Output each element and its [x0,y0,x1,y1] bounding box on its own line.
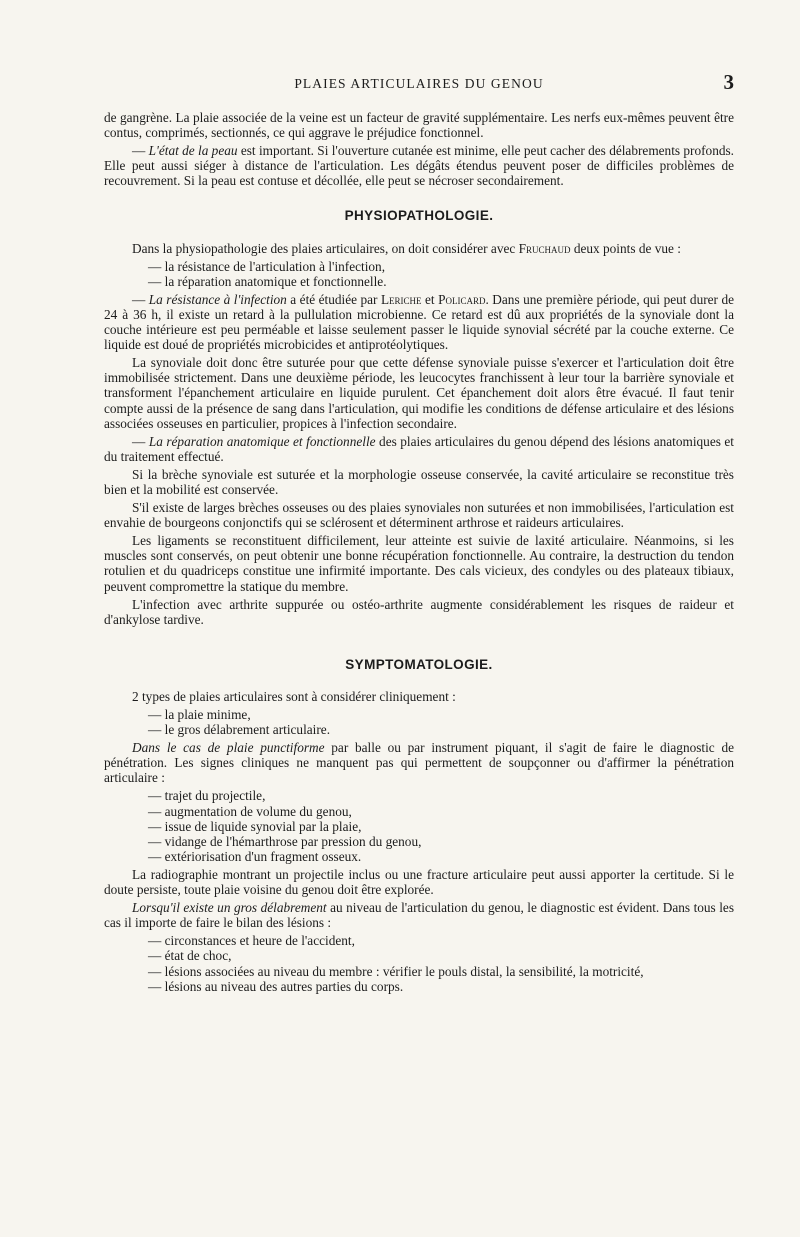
paragraph-text: a été étudiée par [286,291,381,307]
paragraph-text: deux points de vue : [570,240,681,256]
physio-list [104,259,734,289]
list-item: — issue de liquide synovial par la plaie, [148,818,362,834]
section-title-physiopathologie: PHYSIOPATHOLOGIE. [344,208,494,224]
paragraph-text: . Dans une première période, qui peut durer de 24 à 36 h, il existe un retard à la pullulation microbienne. Ce retard est dû aux propriétés de la synoviale dont la couche intérieure est peu perméable et laisse seulement passer le liquide synovial sécrété par la couche externe. Ce liquide est doué de propriétés microbicides et antiprotéolytiques. [104,291,734,353]
list-item: — état de choc, [148,948,232,964]
list-item: — la résistance de l'articulation à l'infection, [148,258,386,274]
list-item: — lésions au niveau des autres parties du corps. [148,978,404,994]
emphasis: La résistance à l'infection [148,291,287,307]
sympto-paragraph-2 [104,740,734,785]
sympto-list-3 [104,933,734,993]
list-item: — augmentation de volume du genou, [148,803,352,819]
sympto-list-1 [104,707,734,737]
sympto-paragraph-3: La radiographie montrant un projectile inclus ou une fracture articulaire peut aussi apporter la certitude. Si le doute persiste, toute plaie voisine du genou doit être explorée. [104,866,734,898]
section-title-symptomatologie: SYMPTOMATOLOGIE. [345,656,493,672]
dash: — [132,291,149,307]
intro-paragraph-2 [104,143,734,188]
list-item: — trajet du projectile, [148,788,266,804]
list-item: — lésions associées au niveau du membre : vérifier le pouls distal, la sensibilité, la motricité, [148,963,644,979]
dash: — [132,143,149,159]
sympto-paragraph-4 [104,900,734,930]
list-item: — circonstances et heure de l'accident, [148,933,355,949]
author-name: Leriche [380,291,422,307]
physio-paragraph-8: L'infection avec arthrite suppurée ou ostéo-arthrite augmente considérablement les risques de raideur et d'ankylose tardive. [104,596,734,627]
list-item: — extériorisation d'un fragment osseux. [148,848,362,864]
list-item: — la plaie minime, [148,707,251,722]
physio-paragraph-2 [104,292,734,352]
paragraph-text: Dans la physiopathologie des plaies articulaires, on doit considérer avec [132,240,519,256]
intro-paragraph-1: de gangrène. La plaie associée de la veine est un facteur de gravité supplémentaire. Les nerfs eux-mêmes peuvent être contus, comprimés, sectionnés, ce qui aggrave le préjudice fonctionnel. [104,110,734,141]
page-header [104,70,734,98]
emphasis: Lorsqu'il existe un gros délabrement [132,900,327,916]
list-item: — vidange de l'hémarthrose par pression du genou, [148,833,422,849]
sympto-paragraph-1: 2 types de plaies articulaires sont à considérer cliniquement : [132,688,456,704]
paragraph-text: et [421,291,439,307]
list-item: — le gros délabrement articulaire. [148,722,331,738]
emphasis: L'état de la peau [148,143,238,159]
emphasis: Dans le cas de plaie punctiforme [132,740,325,756]
paragraph-text: au niveau de l'articulation du genou, le diagnostic est évident. Dans tous les cas il importe de faire le bilan des lésions : [104,900,734,931]
author-name: Fruchaud [518,240,571,256]
physio-paragraph-5: Si la brèche synoviale est suturée et la morphologie osseuse conservée, la cavité articulaire se reconstitue très bien et la mobilité est conservée. [104,466,734,497]
list-item: — la réparation anatomique et fonctionnelle. [148,273,387,289]
paragraph-text: des plaies articulaires du genou dépend des lésions anatomiques et du traitement effectué. [104,433,735,464]
physio-paragraph-3: La synoviale doit donc être suturée pour que cette défense synoviale puisse s'exercer et l'articulation doit être immobilisée strictement. Dans une deuxième période, les leucocytes franchissent à leur tour la barrière synoviale et transforment l'épanchement articulaire en liquide purulent. Cet épanchement doit alors être évacué. Il faut tenir compte aussi de la présence de sang dans l'articulation, qui modifie les conditions de défense articulaire et des lésions associées osseuses en particulier, propices à l'infection secondaire. [104,355,734,431]
physio-paragraph-7: Les ligaments se reconstituent difficilement, leur atteinte est suivie de laxité articulaire. Néanmoins, si les muscles sont conservés, on peut obtenir une bonne récupération fonctionnelle. Au contraire, la destruction du tendon rotulien et du quadriceps constitue une infirmité importante. Des cals vicieux, des condyles ou des plateaux tibiaux, peuvent compromettre la statique du membre. [104,533,734,594]
physio-paragraph-6: S'il existe de larges brèches osseuses ou des plaies synoviales non suturées et non immobilisées, l'articulation est envahie de bourgeons conjonctifs qui se sclérosent et déterminent arthrose et raideurs articulaires. [104,500,734,531]
author-name: Policard [438,291,486,307]
dash: — [132,433,149,449]
running-title: PLAIES ARTICULAIRES DU GENOU [294,76,544,91]
emphasis: La réparation anatomique et fonctionnelle [148,433,376,449]
paragraph-text: est important. Si l'ouverture cutanée est minime, elle peut cacher des délabrements profonds. Elle peut aussi siéger à distance de l'articulation. Les dégâts étendus peuvent poser de difficiles problèmes de recouvrement. Si la peau est contuse et décollée, elle peut se nécroser secondairement. [104,143,734,189]
paragraph-text: par balle ou par instrument piquant, il s'agit de faire le diagnostic de pénétration. Les signes cliniques ne manquent pas qui permettent de soupçonner ou d'affirmer la pénétration articulaire : [104,740,734,786]
physio-paragraph-1 [104,241,734,256]
physio-paragraph-4 [104,434,734,464]
sympto-list-2 [104,788,734,863]
page-content [104,110,734,997]
page-number: 3 [723,70,734,94]
